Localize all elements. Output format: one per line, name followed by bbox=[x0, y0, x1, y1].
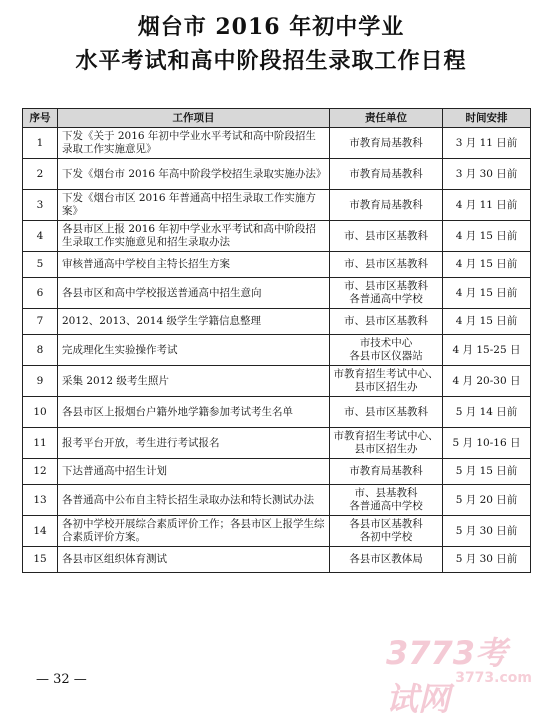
row-item: 各县市区组织体育测试 bbox=[58, 547, 330, 573]
row-date: 4 月 15 日前 bbox=[443, 278, 531, 309]
header-unit: 责任单位 bbox=[330, 109, 443, 128]
row-no: 14 bbox=[23, 516, 58, 547]
row-no: 9 bbox=[23, 366, 58, 397]
row-unit: 各县市区基教科 各初中学校 bbox=[330, 516, 443, 547]
row-item: 完成理化生实验操作考试 bbox=[58, 335, 330, 366]
table-row bbox=[23, 485, 531, 516]
row-item: 各普通高中公布自主特长招生录取办法和特长测试办法 bbox=[58, 485, 330, 516]
row-date: 4 月 15 日前 bbox=[443, 252, 531, 278]
row-date: 5 月 14 日前 bbox=[443, 397, 531, 428]
row-unit: 市、县市区基教科 bbox=[330, 309, 443, 335]
table-row bbox=[23, 397, 531, 428]
row-item: 下达普通高中招生计划 bbox=[58, 459, 330, 485]
header-no: 序号 bbox=[23, 109, 58, 128]
document-title-line-2: 水平考试和高中阶段招生录取工作日程 bbox=[75, 48, 467, 74]
row-no: 3 bbox=[23, 190, 58, 221]
row-unit: 市、县市区基教科 bbox=[330, 397, 443, 428]
row-no: 11 bbox=[23, 428, 58, 459]
row-date: 5 月 20 日前 bbox=[443, 485, 531, 516]
row-item: 2012、2013、2014 级学生学籍信息整理 bbox=[58, 309, 330, 335]
page-number: — 32 — bbox=[36, 672, 87, 687]
document-title-line-1: 烟台市 2016 年初中学业 bbox=[137, 14, 405, 40]
row-no: 4 bbox=[23, 221, 58, 252]
row-date: 5 月 10-16 日 bbox=[443, 428, 531, 459]
row-date: 5 月 30 日前 bbox=[443, 516, 531, 547]
row-item: 各县市区上报烟台户籍外地学籍参加考试考生名单 bbox=[58, 397, 330, 428]
row-unit: 市、县市区基教科 bbox=[330, 252, 443, 278]
row-date: 4 月 20-30 日 bbox=[443, 366, 531, 397]
table-row bbox=[23, 128, 531, 159]
table-row bbox=[23, 159, 531, 190]
row-no: 12 bbox=[23, 459, 58, 485]
row-unit: 市教育局基教科 bbox=[330, 459, 443, 485]
row-date: 4 月 11 日前 bbox=[443, 190, 531, 221]
row-no: 6 bbox=[23, 278, 58, 309]
watermark-logo-text: 3773考试网 bbox=[386, 634, 508, 718]
row-item: 下发《烟台市区 2016 年普通高中招生录取工作实施方案》 bbox=[58, 190, 330, 221]
table-row bbox=[23, 366, 531, 397]
table-header-row bbox=[23, 109, 531, 128]
row-item: 各初中学校开展综合素质评价工作；各县市区上报学生综合素质评价方案。 bbox=[58, 516, 330, 547]
row-date: 4 月 15-25 日 bbox=[443, 335, 531, 366]
row-date: 5 月 30 日前 bbox=[443, 547, 531, 573]
row-no: 8 bbox=[23, 335, 58, 366]
row-unit: 市、县基教科 各普通高中学校 bbox=[330, 485, 443, 516]
table-row bbox=[23, 335, 531, 366]
row-no: 7 bbox=[23, 309, 58, 335]
schedule-table bbox=[22, 108, 531, 573]
table-row bbox=[23, 459, 531, 485]
row-item: 下发《烟台市 2016 年高中阶段学校招生录取实施办法》 bbox=[58, 159, 330, 190]
row-unit: 市教育招生考试中心、县市区招生办 bbox=[330, 428, 443, 459]
row-unit: 市教育局基教科 bbox=[330, 190, 443, 221]
row-no: 15 bbox=[23, 547, 58, 573]
row-unit: 市教育局基教科 bbox=[330, 159, 443, 190]
row-unit: 市教育局基教科 bbox=[330, 128, 443, 159]
row-unit: 市技术中心 各县市区仪器站 bbox=[330, 335, 443, 366]
row-no: 5 bbox=[23, 252, 58, 278]
row-date: 3 月 11 日前 bbox=[443, 128, 531, 159]
table-row bbox=[23, 309, 531, 335]
row-item: 各县市区和高中学校报送普通高中招生意向 bbox=[58, 278, 330, 309]
site-watermark bbox=[386, 628, 536, 718]
header-item: 工作项目 bbox=[58, 109, 330, 128]
row-item: 审核普通高中学校自主特长招生方案 bbox=[58, 252, 330, 278]
row-unit: 市、县市区基教科 bbox=[330, 221, 443, 252]
row-unit: 各县市区教体局 bbox=[330, 547, 443, 573]
row-unit: 市教育招生考试中心、县市区招生办 bbox=[330, 366, 443, 397]
row-no: 10 bbox=[23, 397, 58, 428]
table-row bbox=[23, 190, 531, 221]
table-row bbox=[23, 547, 531, 573]
row-date: 4 月 15 日前 bbox=[443, 309, 531, 335]
table-row bbox=[23, 516, 531, 547]
watermark-domain-text: 3773.com bbox=[455, 670, 532, 686]
row-unit: 市、县市区基教科 各普通高中学校 bbox=[330, 278, 443, 309]
row-item: 采集 2012 级考生照片 bbox=[58, 366, 330, 397]
row-no: 13 bbox=[23, 485, 58, 516]
row-date: 4 月 15 日前 bbox=[443, 221, 531, 252]
table-row bbox=[23, 428, 531, 459]
row-no: 1 bbox=[23, 128, 58, 159]
header-date: 时间安排 bbox=[443, 109, 531, 128]
table-row bbox=[23, 221, 531, 252]
row-no: 2 bbox=[23, 159, 58, 190]
table-row bbox=[23, 252, 531, 278]
row-item: 各县市区上报 2016 年初中学业水平考试和高中阶段招生录取工作实施意见和招生录取办法 bbox=[58, 221, 330, 252]
row-date: 3 月 30 日前 bbox=[443, 159, 531, 190]
row-item: 报考平台开放，考生进行考试报名 bbox=[58, 428, 330, 459]
row-item: 下发《关于 2016 年初中学业水平考试和高中阶段招生录取工作实施意见》 bbox=[58, 128, 330, 159]
table-row bbox=[23, 278, 531, 309]
row-date: 5 月 15 日前 bbox=[443, 459, 531, 485]
